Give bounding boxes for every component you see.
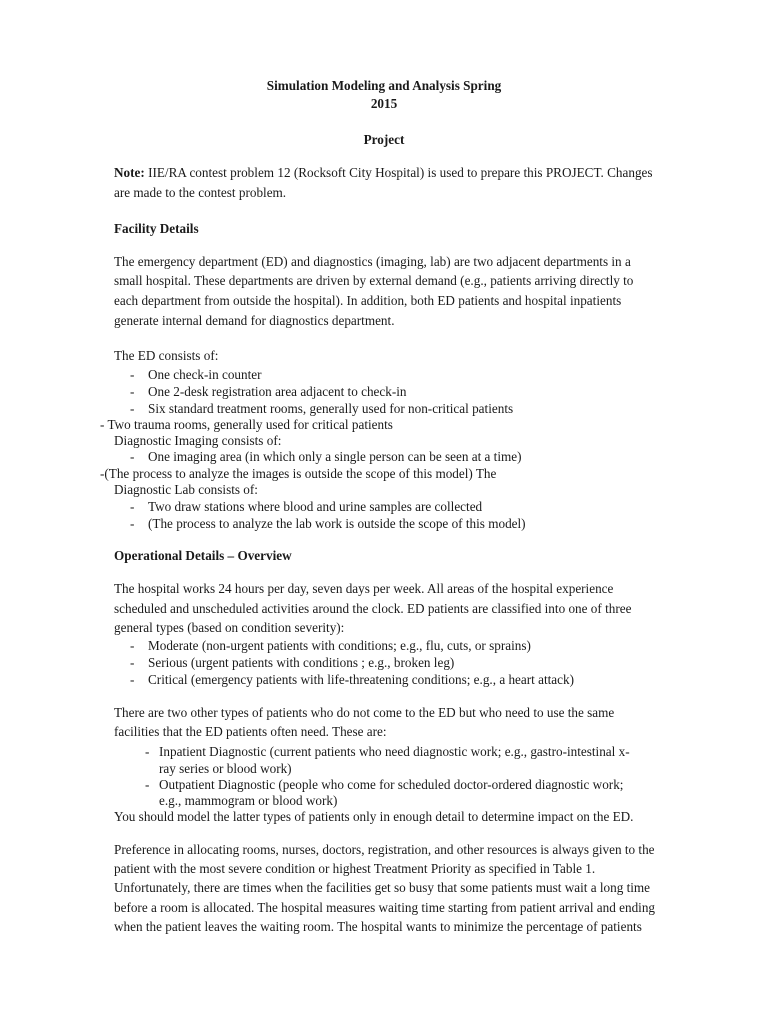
preference-para-line: Unfortunately, there are times when the facilities get so busy that some patients must wait a long time	[114, 880, 651, 895]
operational-para-line: general types (based on condition severity):	[114, 620, 345, 635]
lab-item: (The process to analyze the lab work is outside the scope of this model)	[148, 516, 526, 531]
facility-para-line: each department from outside the hospital). In addition, both ED patients and hospital inpatients	[114, 293, 622, 308]
trauma-line: - Two trauma rooms, generally used for critical patients	[100, 417, 393, 432]
other-item-line: Inpatient Diagnostic (current patients who need diagnostic work; e.g., gastro-intestinal x-	[159, 744, 630, 759]
imaging-item: One imaging area (in which only a single person can be seen at a time)	[148, 449, 522, 464]
bullet-dash: -	[130, 638, 135, 653]
model-note: You should model the latter types of patients only in enough detail to determine impact on the ED.	[114, 809, 634, 824]
lab-item: Two draw stations where blood and urine samples are collected	[148, 499, 483, 514]
patient-type-item: Critical (emergency patients with life-threatening conditions; e.g., a heart attack)	[148, 672, 574, 687]
subtitle: Project	[363, 132, 405, 147]
lab-intro: Diagnostic Lab consists of:	[114, 482, 258, 497]
patient-type-item: Serious (urgent patients with conditions ; e.g., broken leg)	[148, 655, 455, 670]
note-line-1	[114, 164, 653, 181]
operational-heading: Operational Details – Overview	[114, 548, 292, 563]
bullet-dash: -	[130, 449, 135, 464]
bullet-dash: -	[130, 401, 135, 416]
preference-para-line: when the patient leaves the waiting room. The hospital wants to minimize the percentage of patients	[114, 919, 642, 934]
operational-para-line: scheduled and unscheduled activities around the clock. ED patients are classified into one of three	[114, 601, 632, 616]
other-para-line: facilities that the ED patients often need. These are:	[114, 724, 387, 739]
facility-heading: Facility Details	[114, 221, 199, 236]
operational-para-line: The hospital works 24 hours per day, seven days per week. All areas of the hospital experience	[114, 581, 614, 596]
note-text: IIE/RA contest problem 12 (Rocksoft City Hospital) is used to prepare this PROJECT. Changes	[144, 165, 653, 180]
bullet-dash: -	[130, 499, 135, 514]
title-line-1: Simulation Modeling and Analysis Spring	[266, 78, 502, 93]
preference-para-line: before a room is allocated. The hospital measures waiting time starting from patient arrival and ending	[114, 900, 656, 915]
other-item-line: e.g., mammogram or blood work)	[159, 793, 338, 808]
note-line-2: are made to the contest problem.	[114, 185, 287, 200]
note-label: Note:	[114, 165, 145, 180]
preference-para-line: Preference in allocating rooms, nurses, doctors, registration, and other resources is always given to the	[114, 842, 655, 857]
ed-item: One 2-desk registration area adjacent to check-in	[148, 384, 407, 399]
other-para-line: There are two other types of patients who do not come to the ED but who need to use the same	[114, 705, 615, 720]
imaging-intro: Diagnostic Imaging consists of:	[114, 433, 282, 448]
facility-para-line: small hospital. These departments are driven by external demand (e.g., patients arriving directly to	[114, 273, 634, 288]
facility-para-line: The emergency department (ED) and diagnostics (imaging, lab) are two adjacent departments in a	[114, 254, 631, 269]
preference-para-line: patient with the most severe condition or highest Treatment Priority as specified in Table 1.	[114, 861, 596, 876]
bullet-dash: -	[145, 744, 150, 759]
imaging-process-line: -(The process to analyze the images is outside the scope of this model) The	[100, 466, 497, 481]
ed-item: One check-in counter	[148, 367, 262, 382]
patient-type-item: Moderate (non-urgent patients with conditions; e.g., flu, cuts, or sprains)	[148, 638, 531, 653]
bullet-dash: -	[130, 655, 135, 670]
ed-item: Six standard treatment rooms, generally used for non-critical patients	[148, 401, 514, 416]
other-item-line: ray series or blood work)	[159, 761, 292, 776]
other-item-line: Outpatient Diagnostic (people who come for scheduled doctor-ordered diagnostic work;	[159, 777, 624, 792]
bullet-dash: -	[130, 672, 135, 687]
bullet-dash: -	[130, 367, 135, 382]
ed-intro: The ED consists of:	[114, 348, 219, 363]
bullet-dash: -	[130, 384, 135, 399]
title-line-2: 2015	[370, 96, 398, 111]
facility-para-line: generate internal demand for diagnostics department.	[114, 313, 395, 328]
bullet-dash: -	[130, 516, 135, 531]
bullet-dash: -	[145, 777, 150, 792]
